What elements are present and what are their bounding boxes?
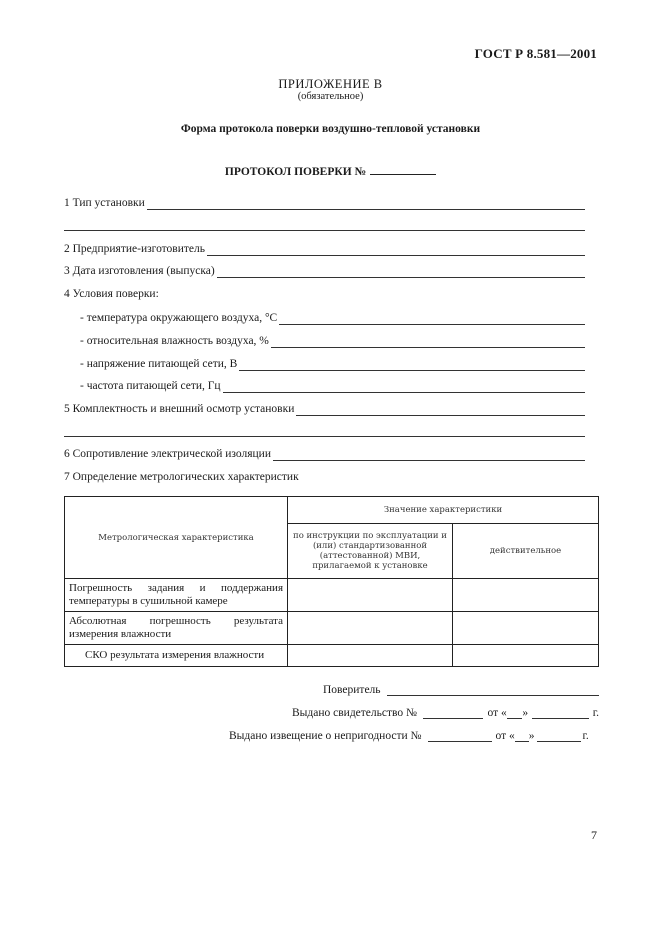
- col-header-actual: действительное: [453, 524, 599, 579]
- field-supply-frequency: [80, 380, 585, 393]
- field-installation-type: [64, 197, 585, 210]
- col-header-by-instruction: по инструкции по эксплуатации и (или) стандартизованной (аттестованной) МВИ, прилагаемой к установке: [288, 524, 453, 579]
- field-label: 4 Условия поверки:: [64, 288, 159, 300]
- field-supply-voltage: [80, 358, 585, 371]
- fill-line[interactable]: [207, 245, 585, 256]
- cert-date-prefix: от «: [487, 707, 507, 719]
- fill-line[interactable]: [217, 267, 585, 278]
- field-label: 2 Предприятие-изготовитель: [64, 243, 205, 255]
- fill-line[interactable]: [271, 337, 585, 348]
- field-label: 6 Сопротивление электрической изоляции: [64, 448, 271, 460]
- field-label: - напряжение питающей сети, В: [80, 358, 238, 370]
- appendix-title: ПРИЛОЖЕНИЕ В: [278, 77, 383, 91]
- col-header-value: Значение характеристики: [288, 497, 599, 524]
- cert-month-blank[interactable]: [532, 708, 589, 719]
- field-label: 3 Дата изготовления (выпуска): [64, 265, 215, 277]
- appendix-subtitle: (обязательное): [297, 91, 364, 102]
- field-metrology-heading: [64, 471, 585, 484]
- cell-actual[interactable]: [453, 579, 599, 612]
- protocol-title: ПРОТОКОЛ ПОВЕРКИ №: [224, 166, 367, 178]
- certificate-line: [292, 707, 599, 719]
- protocol-number-blank[interactable]: [370, 164, 436, 175]
- fill-line[interactable]: [223, 382, 585, 393]
- verifier-line: [323, 684, 599, 696]
- unfit-month-blank[interactable]: [537, 731, 581, 742]
- row-label: Погрешность задания и поддержания температуры в сушильной камере: [65, 579, 288, 612]
- page-number: 7: [591, 828, 597, 842]
- row-label: СКО результата измерения влажности: [65, 645, 288, 667]
- cell-by-instruction[interactable]: [288, 645, 453, 667]
- cert-day-blank[interactable]: [507, 708, 523, 719]
- cert-quote-close: »: [522, 707, 529, 719]
- unfit-number-blank[interactable]: [428, 731, 492, 742]
- cell-actual[interactable]: [453, 612, 599, 645]
- col-header-metrology: Метрологическая характеристика: [65, 497, 288, 579]
- cell-actual[interactable]: [453, 645, 599, 667]
- fill-line[interactable]: [147, 199, 585, 210]
- unfit-quote-close: »: [528, 730, 535, 742]
- field-manufacture-date: [64, 265, 585, 278]
- field-manufacturer: [64, 243, 585, 256]
- protocol-heading: [0, 164, 661, 178]
- field-relative-humidity: [80, 335, 585, 348]
- cert-year-suffix: г.: [592, 707, 599, 719]
- field-label: 1 Тип установки: [64, 197, 145, 209]
- field-insulation-resistance: [64, 448, 585, 461]
- document-code: ГОСТ Р 8.581—2001: [474, 46, 597, 61]
- field-label: - относительная влажность воздуха, %: [80, 335, 269, 347]
- unfit-year-suffix: г.: [582, 730, 589, 742]
- fill-line[interactable]: [279, 314, 585, 325]
- table-row: [65, 612, 599, 645]
- fill-line[interactable]: [239, 360, 585, 371]
- metrology-table: [64, 496, 599, 667]
- cert-number-blank[interactable]: [423, 708, 484, 719]
- unfit-day-blank[interactable]: [515, 731, 529, 742]
- unfit-date-prefix: от «: [495, 730, 515, 742]
- verifier-signature-blank[interactable]: [387, 685, 599, 696]
- fill-line-continuation[interactable]: [64, 230, 585, 231]
- row-label: Абсолютная погрешность результата измерения влажности: [65, 612, 288, 645]
- fill-line[interactable]: [296, 405, 585, 416]
- field-label: - температура окружающего воздуха, °С: [80, 312, 278, 324]
- cell-by-instruction[interactable]: [288, 612, 453, 645]
- field-conditions-heading: [64, 288, 585, 301]
- unfitness-line: [229, 730, 599, 742]
- verifier-label: Поверитель: [323, 684, 381, 696]
- field-label: - частота питающей сети, Гц: [80, 380, 221, 392]
- fill-line[interactable]: [273, 450, 585, 461]
- field-label: 7 Определение метрологических характеристик: [64, 471, 299, 483]
- field-ambient-temperature: [80, 312, 585, 325]
- table-row: [65, 579, 599, 612]
- field-label: 5 Комплектность и внешний осмотр установки: [64, 403, 295, 415]
- table-row: [65, 645, 599, 667]
- form-title: Форма протокола поверки воздушно-тепловой установки: [180, 123, 481, 135]
- cell-by-instruction[interactable]: [288, 579, 453, 612]
- field-completeness: [64, 403, 585, 416]
- unfit-label: Выдано извещение о непригодности №: [229, 730, 422, 742]
- cert-label: Выдано свидетельство №: [292, 707, 417, 719]
- fill-line-continuation[interactable]: [64, 436, 585, 437]
